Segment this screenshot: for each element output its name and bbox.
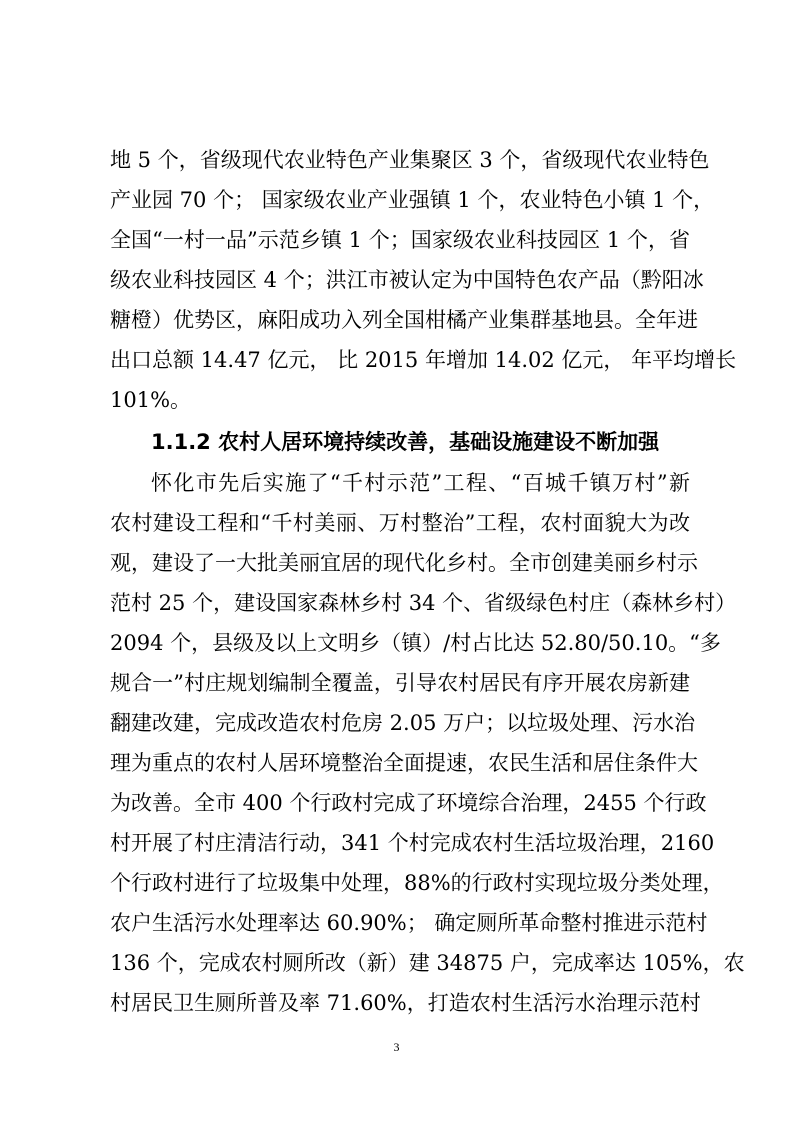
body-text-line: 农村建设工程和“千村美丽、万村整治”工程，农村面貌大为改 — [110, 511, 690, 535]
body-text-line: 范村 25 个，建设国家森林乡村 34 个、省级绿色村庄（森林乡村） — [110, 591, 737, 615]
body-text-line: 2094 个，县级及以上文明乡（镇）/村占比达 52.80/50.10。“多 — [110, 631, 721, 655]
body-text-line: 出口总额 14.47 亿元， 比 2015 年增加 14.02 亿元， 年平均增长 — [110, 348, 737, 372]
body-text-line: 级农业科技园区 4 个；洪江市被认定为中国特色农产品（黔阳冰 — [110, 268, 704, 292]
page-number: 3 — [393, 1040, 400, 1054]
body-text-line: 个行政村进行了垃圾集中处理，88%的行政村实现垃圾分类处理， — [110, 871, 724, 895]
body-text-line: 观，建设了一大批美丽宜居的现代化乡村。全市创建美丽乡村示 — [110, 551, 698, 575]
body-text-line: 136 个，完成农村厕所改（新）建 34875 户，完成率达 105%，农 — [110, 951, 745, 975]
body-text-line: 地 5 个，省级现代农业特色产业集聚区 3 个，省级现代农业特色 — [110, 148, 710, 172]
body-text-line: 村开展了村庄清洁行动，341 个村完成农村生活垃圾治理，2160 — [110, 831, 715, 855]
body-text-line: 101%。 — [110, 388, 192, 412]
section-heading: 1.1.2 农村人居环境持续改善，基础设施建设不断加强 — [151, 430, 660, 454]
body-text-line: 怀化市先后实施了“千村示范”工程、“百城千镇万村”新 — [151, 471, 690, 495]
body-text-line: 为改善。全市 400 个行政村完成了环境综合治理，2455 个行政 — [110, 791, 707, 815]
body-text-line: 翻建改建，完成改造农村危房 2.05 万户；以垃圾处理、污水治 — [110, 711, 696, 735]
body-text-line: 理为重点的农村人居环境整治全面提速，农民生活和居住条件大 — [110, 751, 698, 775]
body-text-line: 村居民卫生厕所普及率 71.60%，打造农村生活污水治理示范村 — [110, 991, 701, 1015]
body-text-line: 农户生活污水处理率达 60.90%； 确定厕所革命整村推进示范村 — [110, 911, 708, 935]
body-text-line: 规合一”村庄规划编制全覆盖，引导农村居民有序开展农房新建 — [110, 671, 690, 695]
body-text-line: 产业园 70 个； 国家级农业产业强镇 1 个，农业特色小镇 1 个， — [110, 188, 715, 212]
body-text-line: 全国“一村一品”示范乡镇 1 个；国家级农业科技园区 1 个，省 — [110, 228, 690, 252]
body-text-line: 糖橙）优势区，麻阳成功入列全国柑橘产业集群基地县。全年进 — [110, 308, 698, 332]
